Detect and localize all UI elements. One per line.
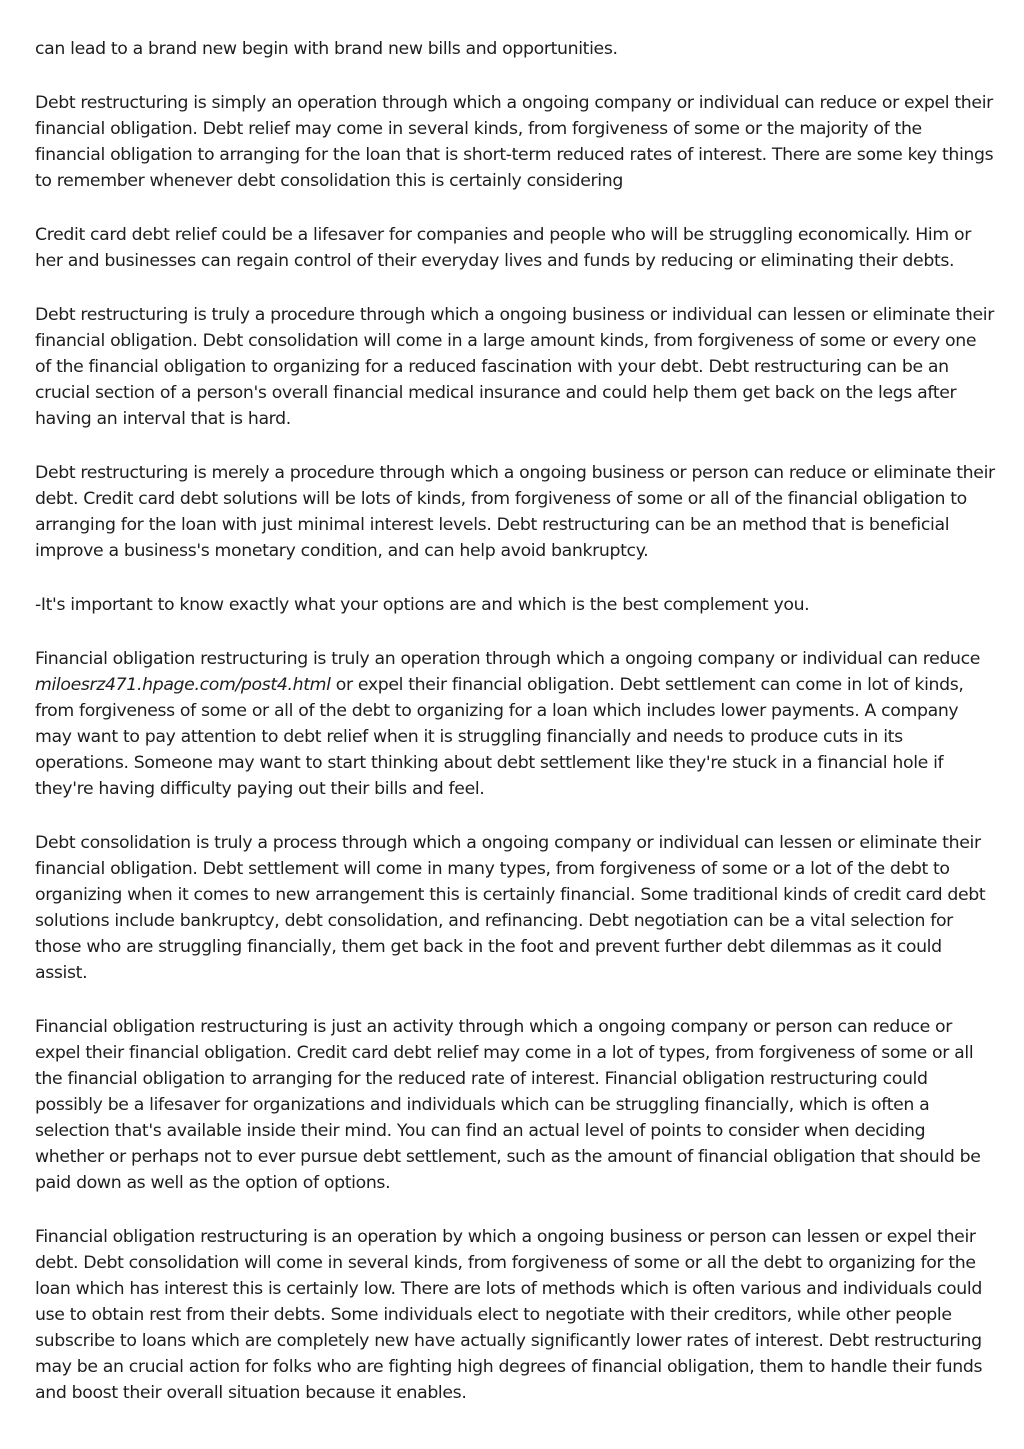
paragraph: Financial obligation restructuring is just an activity through which a ongoing company or person can reduce or expel their financial obligation. Credit card debt relief may come in a lot of types, from forgiveness of some or all the financial obligation to arranging for the reduced rate of interest. Financial obligation restructuring could possibly be a lifesaver for organizations and individuals which can be struggling financially, which is often a selection that's available inside their mind. You can find an actual level of points to consider when deciding whether or perhaps not to ever pursue debt settlement, such as the amount of financial obligation that should be paid down as well as the option of options. [35,1017,981,1193]
paragraph: Debt restructuring is truly a procedure through which a ongoing business or individual can lessen or eliminate their financial obligation. Debt consolidation will come in a large amount kinds, from forgiveness of some or every one of the financial obligation to organizing for a reduced fascination with your debt. Debt restructuring can be an crucial section of a person's overall financial medical insurance and could help them get back on the legs after having an interval that is hard. [35,305,994,429]
paragraph: Debt restructuring is simply an operation through which a ongoing company or individual can reduce or expel their financial obligation. Debt relief may come in several kinds, from forgiveness of some or the majority of the financial obligation to arranging for the loan that is short-term reduced rates of interest. There are some key things to remember whenever debt consolidation this is certainly considering [35,93,994,191]
paragraph: Debt restructuring is merely a procedure through which a ongoing business or person can reduce or eliminate their debt. Credit card debt solutions will be lots of kinds, from forgiveness of some or all of the financial obligation to arranging for the loan with just minimal interest levels. Debt restructuring can be an method that is beneficial improve a business's monetary condition, and can help avoid bankruptcy. [35,463,995,561]
document-body [35,36,995,1406]
paragraph-text: Financial obligation restructuring is truly an operation through which a ongoing company or individual can reduce [35,649,981,669]
post-link[interactable]: miloesrz471.hpage.com/post4.html [35,675,331,695]
paragraph-text: or expel their financial obligation. Debt settlement can come in lot of kinds, from forgiveness of some or all of the debt to organizing for a loan which includes lower payments. A company may want to pay attention to debt relief when it is struggling financially and needs to produce cuts in its operations. Someone may want to start thinking about debt settlement like they're stuck in a financial hole if they're having difficulty paying out their bills and feel. [35,675,964,799]
paragraph: -It's important to know exactly what your options are and which is the best complement you. [35,595,810,615]
paragraph: Financial obligation restructuring is an operation by which a ongoing business or person can lessen or expel their debt. Debt consolidation will come in several kinds, from forgiveness of some or all the debt to organizing for the loan which has interest this is certainly low. There are lots of methods which is often various and individuals could use to obtain rest from their debts. Some individuals elect to negotiate with their creditors, while other people subscribe to loans which are completely new have actually significantly lower rates of interest. Debt restructuring may be an crucial action for folks who are fighting high degrees of financial obligation, them to handle their funds and boost their overall situation because it enables. [35,1227,983,1403]
paragraph: can lead to a brand new begin with brand new bills and opportunities. [35,39,618,59]
paragraph: Debt consolidation is truly a process through which a ongoing company or individual can lessen or eliminate their financial obligation. Debt settlement will come in many types, from forgiveness of some or a lot of the debt to organizing when it comes to new arrangement this is certainly financial. Some traditional kinds of credit card debt solutions include bankruptcy, debt consolidation, and refinancing. Debt negotiation can be a vital selection for those who are struggling financially, them get back in the foot and prevent further debt dilemmas as it could assist. [35,833,986,983]
paragraph-with-link [35,646,995,802]
paragraph: Credit card debt relief could be a lifesaver for companies and people who will be struggling economically. Him or her and businesses can regain control of their everyday lives and funds by reducing or eliminating their debts. [35,225,971,271]
